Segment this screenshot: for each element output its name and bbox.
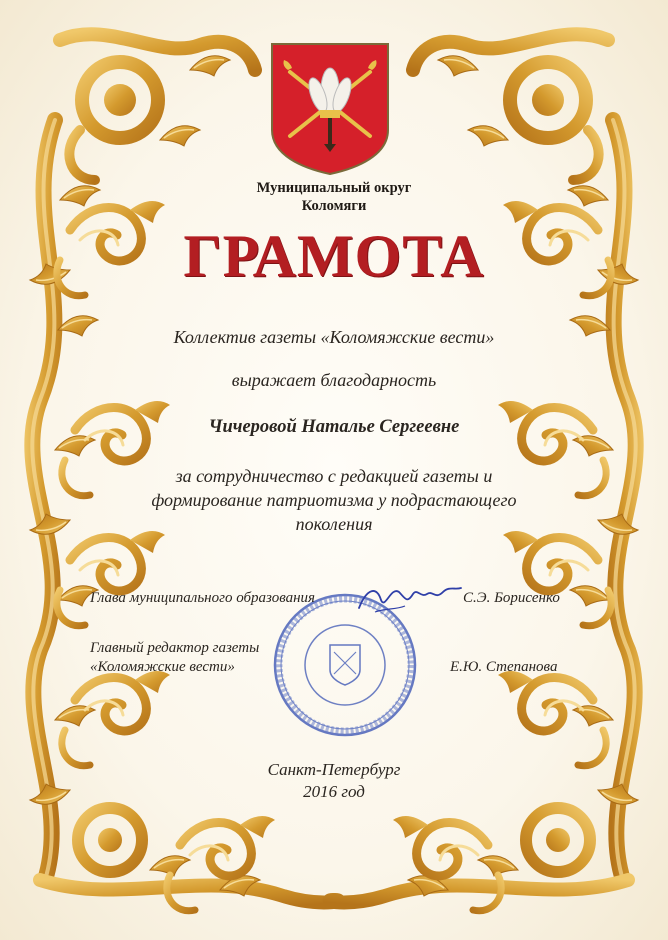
signatory2-name: Е.Ю. Степанова <box>450 659 558 675</box>
action-line: выражает благодарность <box>231 370 437 390</box>
organization-name-line1: Муниципальный округ <box>256 180 412 196</box>
certificate-title: ГРАМОТА <box>183 223 485 289</box>
city: Санкт-Петербург <box>267 760 401 779</box>
from-line: Коллектив газеты «Коломяжские вести» <box>173 327 495 347</box>
year: 2016 год <box>303 782 365 801</box>
kolomyagi-coat-of-arms-icon <box>268 40 392 176</box>
recipient-name: Чичеровой Наталье Сергеевне <box>208 417 460 437</box>
signatory1-name: С.Э. Борисенко <box>463 590 560 606</box>
signatory2-title-line2: «Коломяжские вести» <box>90 659 235 675</box>
organization-name-line2: Коломяги <box>301 198 367 214</box>
reason-line-3: поколения <box>295 514 373 534</box>
reason-line-2: формирование патриотизма у подрастающего <box>151 490 517 510</box>
reason-line-1: за сотрудничество с редакцией газеты и <box>175 466 493 486</box>
handwritten-signature <box>355 578 465 618</box>
signatory2-title-line1: Главный редактор газеты <box>90 640 260 656</box>
signatory1-title: Глава муниципального образования <box>90 590 316 606</box>
